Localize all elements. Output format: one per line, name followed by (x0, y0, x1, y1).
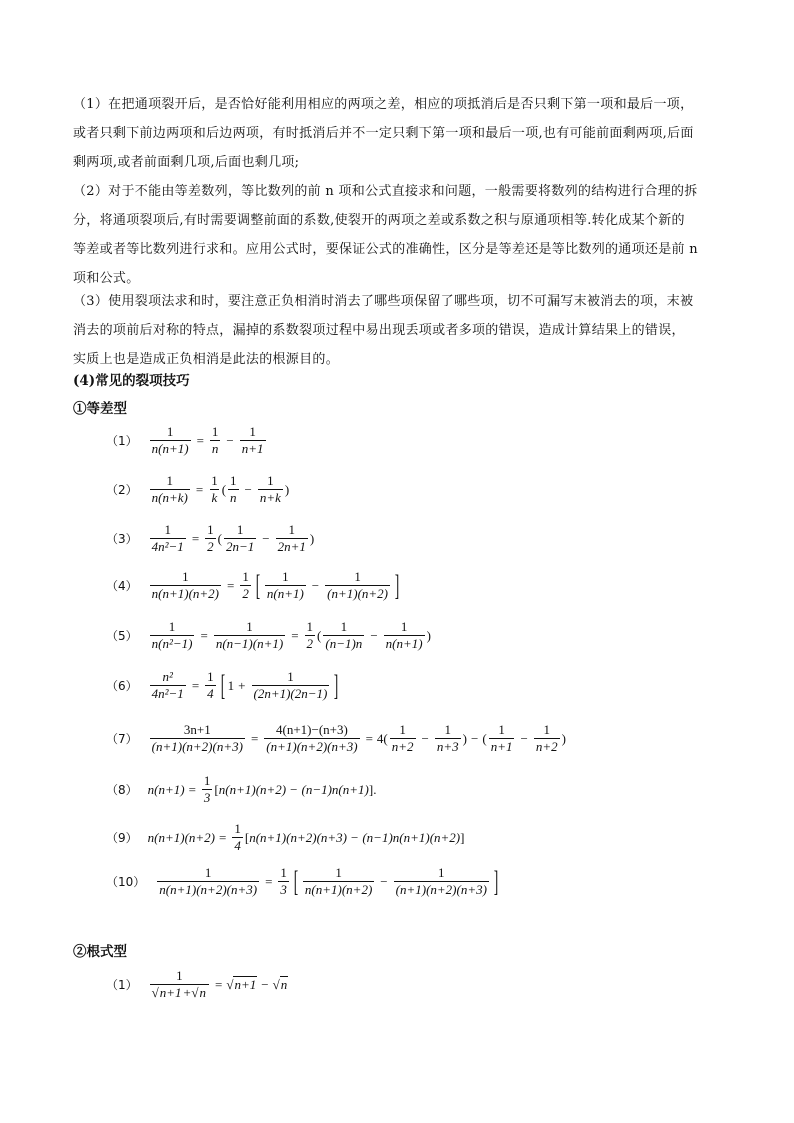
paragraph-2 (73, 177, 723, 293)
formula-number: （8） (106, 783, 138, 797)
paragraph-line: （1）在把通项裂开后，是否恰好能利用相应的两项之差，相应的项抵消后是否只剩下第一项和最后一项， (73, 97, 694, 112)
paragraph-line: 实质上也是造成正负相消是此法的根源目的。 (73, 352, 340, 367)
paragraph-line: 项和公式。 (73, 271, 140, 286)
paragraph-3 (73, 287, 723, 374)
formula-1: （1） $\frac{1}{n(n+1)}$ = $\frac{1}{n}$ − $\frac{1}{n+1}$ (106, 424, 264, 456)
section-heading-arithmetic-type: ①等差型 (73, 401, 127, 417)
paragraph-line: （3）使用裂项法求和时，要注意正负相消时消去了哪些项保留了哪些项，切不可漏写末被消去的项，末被 (73, 294, 694, 309)
formula-number: （2） (106, 483, 138, 497)
paragraph-line: （2）对于不能由等差数列，等比数列的前 n 项和公式直接求和问题，一般需要将数列的结构进行合理的拆 (73, 184, 698, 199)
paragraph-1 (73, 90, 723, 177)
paragraph-line: 消去的项前后对称的特点，漏掉的系数裂项过程中易出现丢项或者多项的错误，造成计算结果上的错误， (73, 323, 685, 338)
formula-number: （7） (106, 732, 138, 746)
formula-radical-1: （1） $\frac{1}{√n+1+√n}$ = √ n+1 − √ n (106, 968, 288, 1000)
formula-7: （7） $\frac{3n+1}{(n+1)(n+2)(n+3)}$ = $\frac{4(n+1)-(n+3)}{(n+1)(n+2)(n+3)}$ = 4( $\frac{1}{n+2}$ − $\frac{1}{n+3}$ ) − ( $\frac{1}{n+1}$ − $\frac{1}{n+2}$ ) (106, 722, 566, 754)
formula-4: （4） $\frac{1}{n(n+1)(n+2)}$ = $\frac{1}{2}$ [ $\frac{1}{n(n+1)}$ − $\frac{1}{(n+1)(n+2)}$ ] (106, 568, 400, 602)
formula-5: （5） $\frac{1}{\text{n(n²−1)}}$ = $\frac{1}{n(n-1)(n+1)}$ = $\frac{1}{2}$ ( $\frac{1}{(n-1)n}$ − $\frac{1}{n(n+1)}$ ) (106, 619, 431, 651)
section-heading-radical-type: ②根式型 (73, 944, 127, 960)
formula-number: （5） (106, 629, 138, 643)
formula-10: （10） $\frac{1}{n(n+1)(n+2)(n+3)}$ = $\frac{1}{3}$ [ $\frac{1}{n(n+1)(n+2)}$ − $\frac{1}{(n+1)(n+2)(n+3)}$ ] (106, 864, 499, 898)
paragraph-line: 分，将通项裂项后,有时需要调整前面的系数,使裂开的两项之差或系数之积与原通项相等.转化成某个新的 (73, 213, 685, 228)
section-heading-techniques: (4)常见的裂项技巧 (73, 373, 190, 389)
formula-number: （1） (106, 434, 138, 448)
paragraph-line: 等差或者等比数列进行求和。应用公式时，要保证公式的准确性，区分是等差还是等比数列的通项还是前 n (73, 242, 698, 257)
formula-number: （4） (106, 579, 138, 593)
formula-6: （6） $\frac{\text{n²}}{\text{4n²−1}}$ = $\frac{1}{4}$ [ 1 + $\frac{1}{(2n+1)(2n-1)}$ ] (106, 668, 339, 702)
formula-2: （2） $\frac{1}{n(n+k)}$ = $\frac{1}{k}$ ( $\frac{1}{n}$ − $\frac{1}{n+k}$ ) (106, 473, 290, 505)
formula-number: （9） (106, 831, 138, 845)
formula-number: （10） (106, 875, 146, 889)
paragraph-line: 或者只剩下前边两项和后边两项，有时抵消后并不一定只剩下第一项和最后一项,也有可能前面剩两项,后面 (73, 126, 694, 141)
formula-number: （6） (106, 679, 138, 693)
formula-3: （3） $\frac{1}{\text{4n²−1}}$ = $\frac{1}{2}$ ( $\frac{1}{2n-1}$ − $\frac{1}{2n+1}$ ) (106, 522, 315, 554)
formula-9: （9） n(n+1)(n+2) = $\frac{1}{4}$ [ n(n+1)(n+2)(n+3) − (n−1)n(n+1)(n+2) ] (106, 821, 465, 853)
paragraph-line: 剩两项,或者前面剩几项,后面也剩几项; (73, 155, 300, 170)
formula-number: （3） (106, 532, 138, 546)
formula-8: （8） n(n+1) = $\frac{1}{3}$ [ n(n+1)(n+2) − (n−1)n(n+1) ]. (106, 773, 377, 805)
formula-number: （1） (106, 978, 138, 992)
